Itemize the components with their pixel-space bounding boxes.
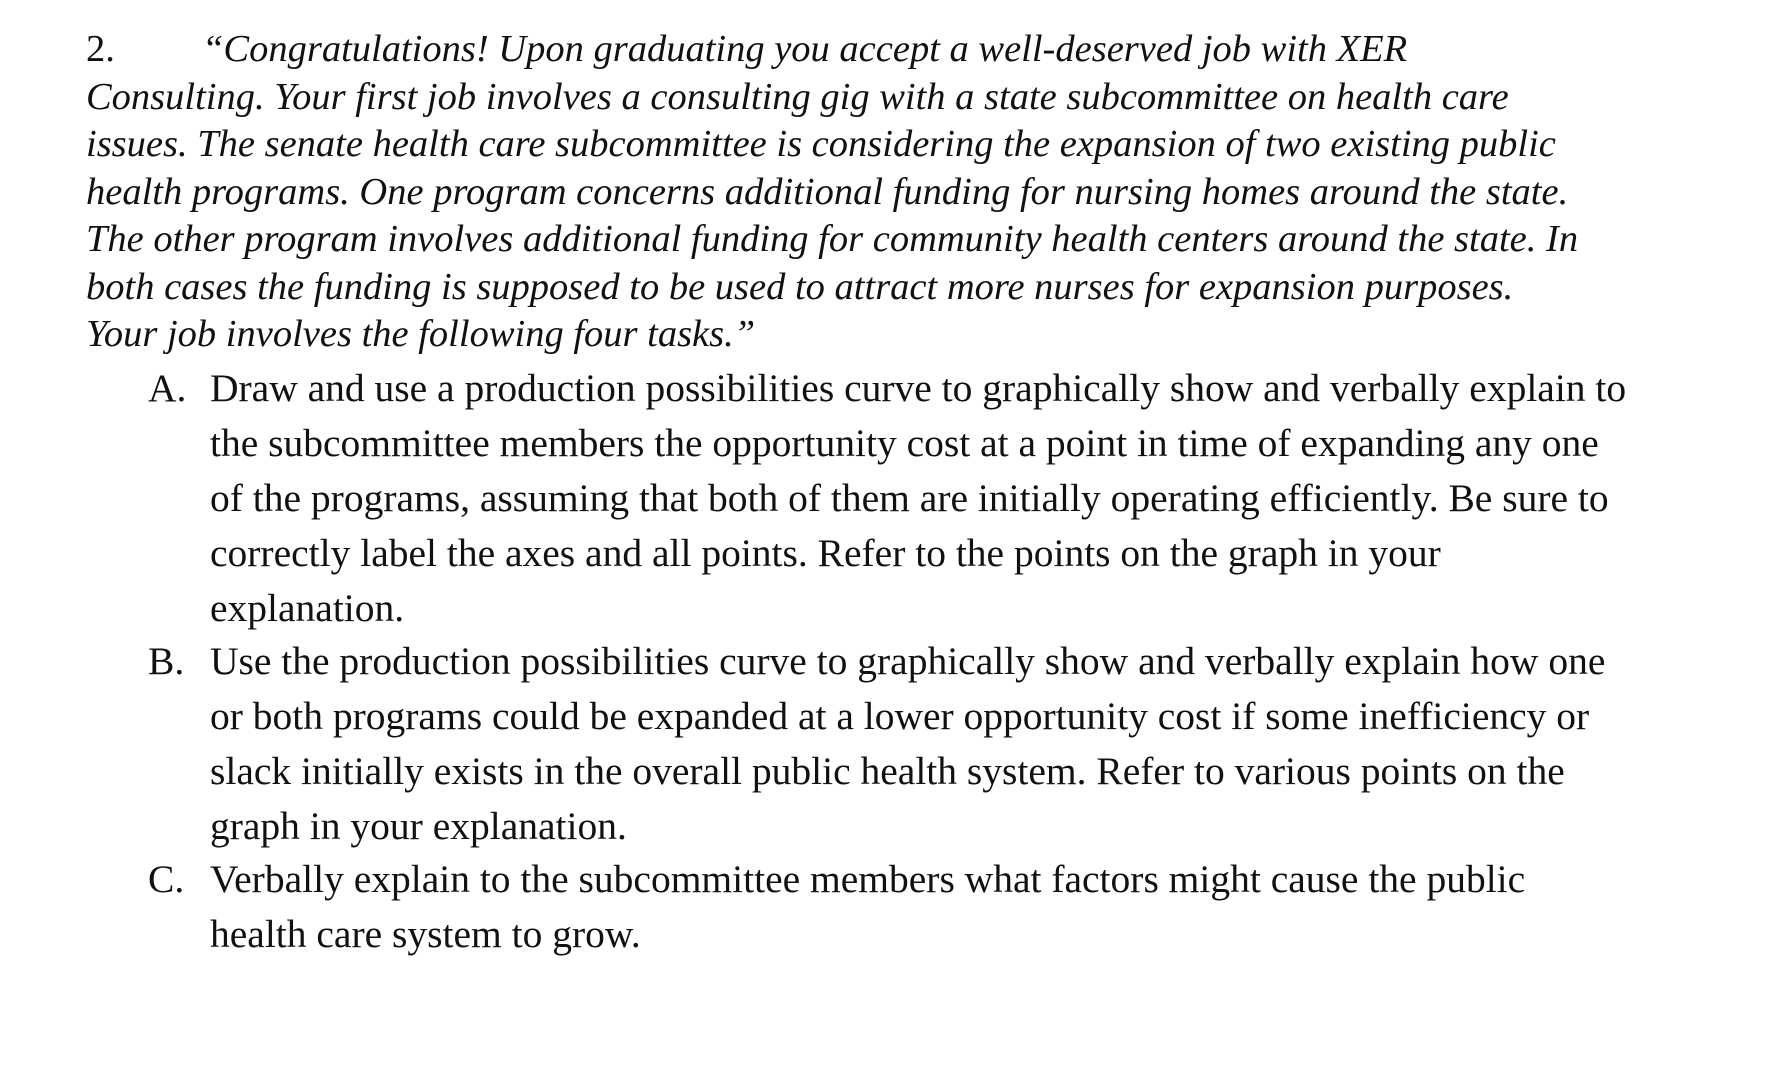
task-line: explanation. [210,586,405,630]
task-line: Verbally explain to the subcommittee members what factors might cause the public [210,857,1526,901]
task-body [210,361,1626,636]
task-line: graph in your explanation. [210,804,627,848]
intro-line: The other program involves additional funding for community health centers around the state. In [86,218,1579,260]
intro-line: Consulting. Your first job involves a consulting gig with a state subcommittee on health care [86,75,1509,118]
question-intro [86,26,1726,359]
task-line: the subcommittee members the opportunity cost at a point in time of expanding any one [210,421,1599,465]
question-number: 2. [86,28,115,70]
intro-line [86,26,1726,74]
task-letter: C. [148,857,185,901]
task-line: correctly label the axes and all points. Refer to the points on the graph in your [210,531,1441,575]
task-line: of the programs, assuming that both of them are initially operating efficiently. Be sure to [210,476,1609,520]
task-line: or both programs could be expanded at a lower opportunity cost if some inefficiency or [210,694,1590,738]
task-line: Draw and use a production possibilities curve to graphically show and verbally explain to [210,366,1627,410]
task-body [210,852,1525,962]
intro-line: both cases the funding is supposed to be used to attract more nurses for expansion purposes. [86,265,1514,308]
intro-line-text: “Congratulations! Upon graduating you accept a well-deserved job with XER [202,28,1408,70]
intro-line: issues. The senate health care subcommittee is considering the expansion of two existing public [86,123,1556,165]
task-body [210,634,1605,854]
task-line: Use the production possibilities curve to graphically show and verbally explain how one [210,639,1606,683]
intro-line: health programs. One program concerns additional funding for nursing homes around the state. [86,170,1569,213]
task-letter: A. [148,366,187,410]
task-line: health care system to grow. [210,912,641,956]
task-letter: B. [148,639,185,683]
task-line: slack initially exists in the overall public health system. Refer to various points on the [210,749,1565,793]
intro-line: Your job involves the following four tasks.” [86,313,756,355]
